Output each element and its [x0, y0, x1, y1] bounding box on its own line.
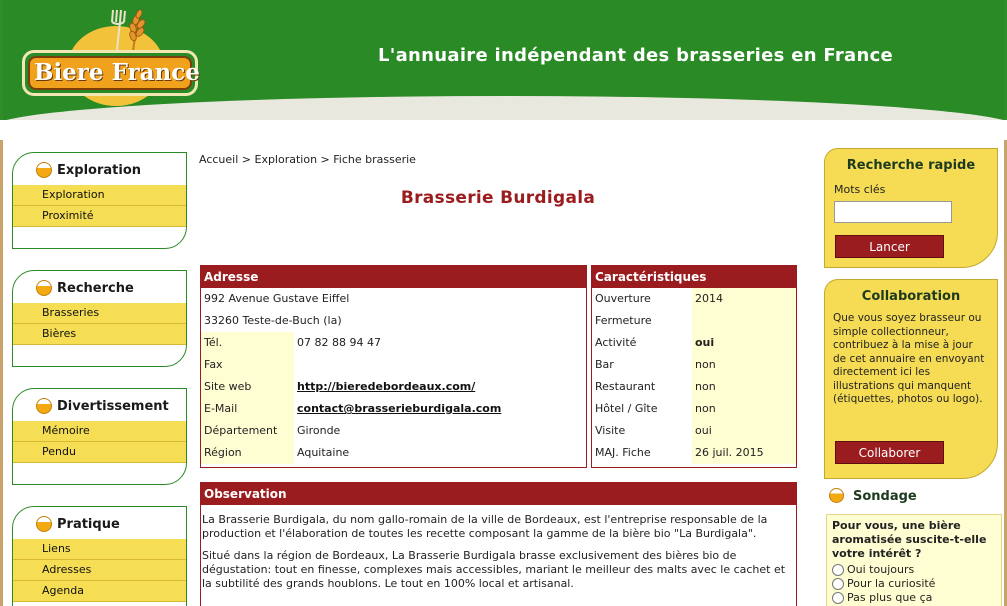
char-row	[592, 310, 796, 332]
poll-option[interactable]	[832, 577, 996, 591]
collaboration-text: Que vous soyez brasseur ou simple collectionneur, contribuez à la mise à jour de cet annuaire en envoyant directement ici les illustrations qui manquent (étiquettes, photos ou logo).	[833, 312, 985, 405]
char-row	[592, 376, 796, 398]
radio-button[interactable]	[832, 592, 844, 604]
poll-options	[832, 563, 996, 605]
observation-panel	[200, 482, 797, 606]
nav-item-adresses[interactable]: Adresses	[13, 560, 186, 581]
quick-search-box	[824, 148, 998, 268]
field-label: Département	[201, 420, 294, 442]
nav-item-pendu[interactable]: Pendu	[13, 442, 186, 463]
nav-box-title	[13, 389, 186, 421]
char-label: Activité	[592, 332, 692, 354]
address-field-row	[201, 420, 586, 442]
page-body	[3, 140, 1004, 606]
observation-paragraph: Situé dans la région de Bordeaux, La Brasserie Burdigala brasse exclusivement des bières bio de dégustation: tout en finesse, complexes mais accessibles, mariant le meilleur des malts avec le cachet et la subtilité des grands houblons. Le tout en 100% local et artisanal.	[202, 549, 786, 590]
char-row	[592, 354, 796, 376]
radio-button[interactable]	[832, 564, 844, 576]
char-label: Bar	[592, 354, 692, 376]
field-label: Fax	[201, 354, 294, 376]
poll-option-label: Pour la curiosité	[847, 577, 936, 590]
field-label: Site web	[201, 376, 294, 398]
page-title: Brasserie Burdigala	[400, 188, 596, 208]
address-field-row	[201, 332, 586, 354]
char-value: 2014	[692, 288, 796, 310]
beer-icon	[829, 488, 844, 503]
poll-question: Pour vous, une bière aromatisée suscite-t-elle votre intérêt ?	[832, 519, 987, 560]
observation-body	[201, 505, 796, 591]
nav-box-title-text: Pratique	[57, 517, 120, 532]
email-link[interactable]: contact@brasserieburdigala.com	[297, 402, 502, 415]
beer-icon	[36, 280, 52, 296]
poll-box	[826, 514, 1002, 606]
nav-box-title	[13, 153, 186, 185]
beer-icon	[36, 398, 52, 414]
nav-item-agenda[interactable]: Agenda	[13, 581, 186, 602]
address-field-row	[201, 398, 586, 420]
char-label: Visite	[592, 420, 692, 442]
characteristics-heading: Caractéristiques	[592, 266, 796, 288]
address-city: 33260 Teste-de-Buch (la)	[204, 314, 342, 327]
nav-box-title-text: Divertissement	[57, 399, 169, 414]
char-value: 26 juil. 2015	[692, 442, 796, 464]
nav-item-liens[interactable]: Liens	[13, 539, 186, 560]
observation-paragraph: La Brasserie Burdigala, du nom gallo-romain de la ville de Bordeaux, est l'entreprise responsable de la production et l'élaboration de toutes les recette composant la gamme de la bière bio "La Burdigala".	[202, 513, 768, 540]
nav-box-title-text: Exploration	[57, 163, 141, 178]
nav-box-title	[13, 271, 186, 303]
poll-section	[826, 486, 1002, 606]
nav-box-title	[13, 507, 186, 539]
char-row	[592, 398, 796, 420]
char-row	[592, 288, 796, 310]
site-logo[interactable]	[22, 8, 202, 108]
nav-box-recherche	[12, 270, 187, 367]
radio-button[interactable]	[832, 578, 844, 590]
observation-heading: Observation	[201, 483, 796, 505]
poll-option[interactable]	[832, 563, 996, 577]
phone-value: 07 82 88 94 47	[297, 336, 381, 349]
address-field-row	[201, 442, 586, 464]
keywords-input[interactable]	[834, 201, 952, 223]
field-label: E-Mail	[201, 398, 294, 420]
site-header	[0, 0, 1007, 140]
address-city-row	[201, 310, 586, 332]
address-heading: Adresse	[201, 266, 586, 288]
poll-option-label: Oui toujours	[847, 563, 915, 576]
address-field-row	[201, 376, 586, 398]
char-value: non	[692, 398, 796, 420]
site-tagline: L'annuaire indépendant des brasseries en France	[378, 45, 894, 66]
char-value	[692, 310, 796, 332]
char-value: non	[692, 376, 796, 398]
poll-title	[826, 486, 1002, 506]
quick-search-title: Recherche rapide	[846, 158, 976, 173]
search-button[interactable]: Lancer	[835, 235, 944, 258]
char-row	[592, 442, 796, 464]
keywords-label: Mots clés	[834, 183, 886, 196]
nav-item-proximite[interactable]: Proximité	[13, 206, 186, 227]
region-value: Aquitaine	[297, 446, 350, 459]
beer-icon	[36, 162, 52, 178]
nav-box-exploration	[12, 152, 187, 249]
nav-item-bieres[interactable]: Bières	[13, 324, 186, 345]
website-link[interactable]: http://bieredebordeaux.com/	[297, 380, 476, 393]
collaboration-title: Collaboration	[861, 289, 961, 304]
fax-value	[294, 354, 297, 376]
header-strip	[0, 120, 1007, 140]
nav-item-exploration[interactable]: Exploration	[13, 185, 186, 206]
address-street-row	[201, 288, 586, 310]
address-field-row	[201, 354, 586, 376]
poll-option-label: Pas plus que ça	[847, 591, 933, 604]
char-label: Hôtel / Gîte	[592, 398, 692, 420]
char-value: oui	[692, 420, 796, 442]
char-row	[592, 332, 796, 354]
collaboration-box	[824, 279, 998, 479]
char-label: Fermeture	[592, 310, 692, 332]
char-row	[592, 420, 796, 442]
char-label: MAJ. Fiche	[592, 442, 692, 464]
collaborate-button[interactable]: Collaborer	[835, 441, 944, 464]
address-panel	[200, 265, 587, 468]
field-label: Région	[201, 442, 294, 464]
char-value: non	[692, 354, 796, 376]
poll-option[interactable]	[832, 591, 996, 605]
nav-box-divertissement	[12, 388, 187, 485]
beer-icon	[36, 516, 52, 532]
nav-item-memoire[interactable]: Mémoire	[13, 421, 186, 442]
department-value: Gironde	[297, 424, 341, 437]
char-label: Ouverture	[592, 288, 692, 310]
address-street: 992 Avenue Gustave Eiffel	[204, 292, 350, 305]
breadcrumb[interactable]: Accueil > Exploration > Fiche brasserie	[199, 153, 416, 166]
nav-item-brasseries[interactable]: Brasseries	[13, 303, 186, 324]
field-label: Tél.	[201, 332, 294, 354]
poll-title-text: Sondage	[853, 489, 917, 504]
char-label: Restaurant	[592, 376, 692, 398]
nav-box-pratique	[12, 506, 187, 606]
characteristics-panel	[591, 265, 797, 468]
logo-text: Biere France	[34, 59, 200, 86]
nav-box-title-text: Recherche	[57, 281, 134, 296]
char-value: oui	[692, 332, 796, 354]
